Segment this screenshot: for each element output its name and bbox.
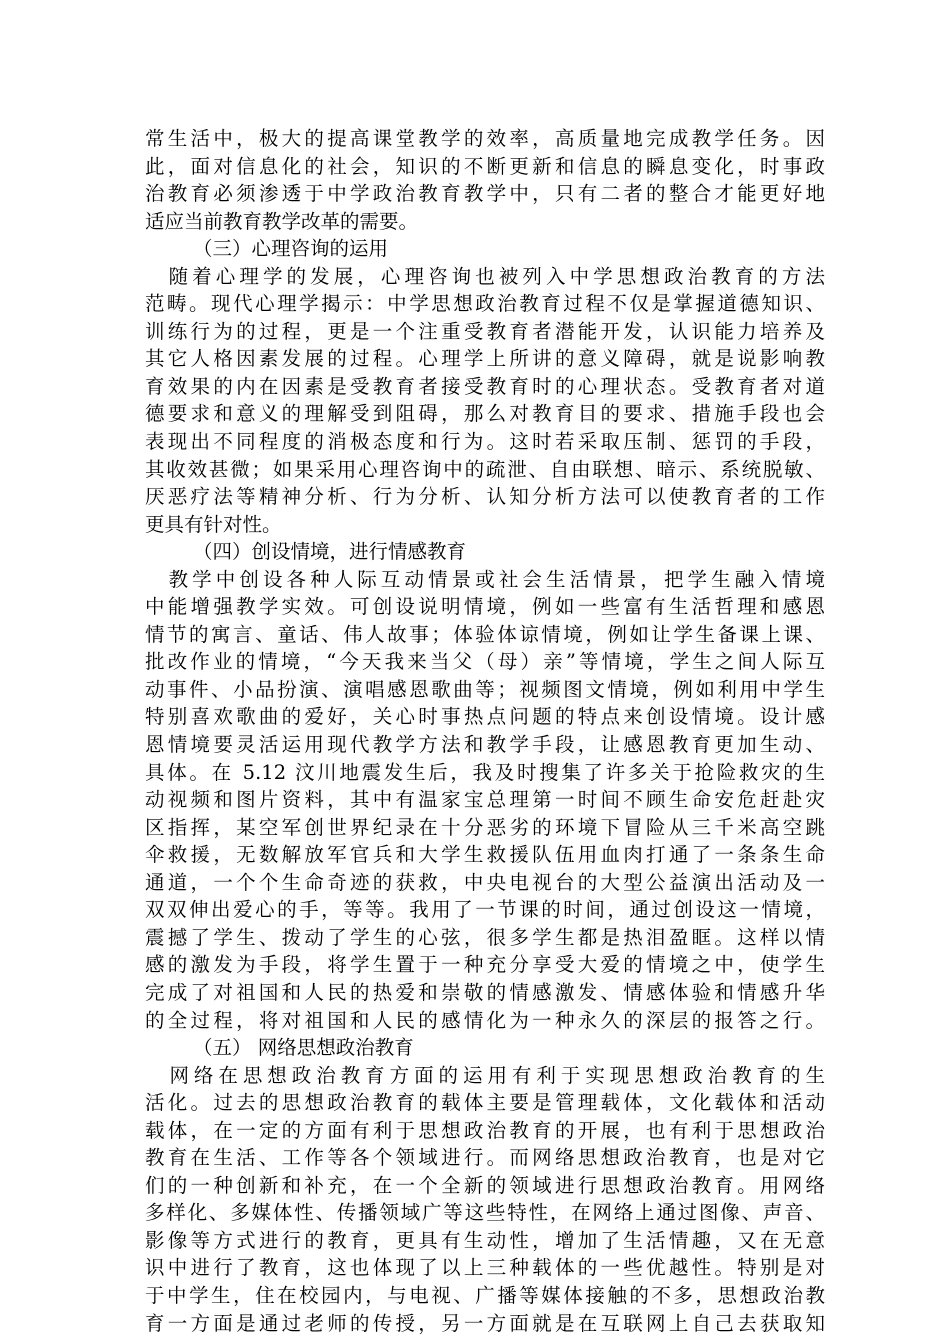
text-line: 网络在思想政治教育方面的运用有利于实现思想政治教育的生 [145,1063,825,1087]
section-heading: （三）心理咨询的运用 [193,237,389,261]
text-line: 育一方面是通过老师的传授，另一方面就是在互联网上自己去获取知 [145,1311,825,1335]
text-line: 范畴。现代心理学揭示：中学思想政治教育过程不仅是掌握道德知识、 [145,292,825,316]
text-line: 区指挥，某空军创世界纪录在十分恶劣的环境下冒险从三千米高空跳 [145,815,825,839]
text-line: 完成了对祖国和人民的热爱和崇敬的情感激发、情感体验和情感升华 [145,980,825,1004]
text-line: 动事件、小品扮演、演唱感恩歌曲等；视频图文情境，例如利用中学生 [145,677,825,701]
text-line: 恩情境要灵活运用现代教学方法和教学手段，让感恩教育更加生动、 [145,733,825,757]
text-line: 德要求和意义的理解受到阻碍，那么对教育目的要求、措施手段也会 [145,402,825,426]
text-line: 教育在生活、工作等各个领域进行。而网络思想政治教育，也是对它 [145,1146,825,1170]
text-line: 治教育必须渗透于中学政治教育教学中，只有二者的整合才能更好地 [145,182,825,206]
text-line: 载体，在一定的方面有利于思想政治教育的开展，也有利于思想政治 [145,1118,825,1142]
text-line: 双双伸出爱心的手，等等。我用了一节课的时间，通过创设这一情境， [145,898,825,922]
text-line: 感的激发为手段，将学生置于一种充分享受大爱的情境之中，使学生 [145,953,825,977]
text-line: 情节的寓言、童话、伟人故事；体验体谅情境，例如让学生备课上课、 [145,622,825,646]
document-body [145,125,825,1337]
text-line: 教学中创设各种人际互动情景或社会生活情景，把学生融入情境 [145,567,825,591]
text-line: 厌恶疗法等精神分析、行为分析、认知分析方法可以使教育者的工作 [145,485,825,509]
text-line: 特别喜欢歌曲的爱好，关心时事热点问题的特点来创设情境。设计感 [145,705,825,729]
text-line: 中能增强教学实效。可创设说明情境，例如一些富有生活哲理和感恩 [145,595,825,619]
text-line: 动视频和图片资料，其中有温家宝总理第一时间不顾生命安危赶赴灾 [145,788,825,812]
text-line: 多样化、多媒体性、传播领域广等这些特性，在网络上通过图像、声音、 [145,1201,825,1225]
text-line: 训练行为的过程，更是一个注重受教育者潜能开发，认识能力培养及 [145,319,825,343]
text-line: 随着心理学的发展，心理咨询也被列入中学思想政治教育的方法 [145,264,825,288]
section-heading: （四）创设情境，进行情感教育 [193,540,467,564]
text-line: 识中进行了教育，这也体现了以上三种载体的一些优越性。特别是对 [145,1256,825,1280]
section-heading: （五） 网络思想政治教育 [193,1036,414,1060]
text-line: 批改作业的情境，“今天我来当父（母）亲”等情境，学生之间人际互 [145,650,825,674]
text-line: 影像等方式进行的教育，更具有生动性，增加了生活情趣，又在无意 [145,1228,825,1252]
text-line: 更具有针对性。 [145,512,282,536]
text-line: 具体。在 5.12 汶川地震发生后，我及时搜集了许多关于抢险救灾的生 [145,760,825,784]
text-line: 表现出不同程度的消极态度和行为。这时若采取压制、惩罚的手段， [145,430,825,454]
text-line: 其它人格因素发展的过程。心理学上所讲的意义障碍，就是说影响教 [145,347,825,371]
text-line: 适应当前教育教学改革的需要。 [145,209,419,233]
text-line: 此，面对信息化的社会，知识的不断更新和信息的瞬息变化，时事政 [145,154,825,178]
text-line: 的全过程，将对祖国和人民的感情化为一种永久的深层的报答之行。 [145,1008,825,1032]
text-line: 伞救援，无数解放军官兵和大学生救援队伍用血肉打通了一条条生命 [145,843,825,867]
text-line: 其收效甚微；如果采用心理咨询中的疏泄、自由联想、暗示、系统脱敏、 [145,457,825,481]
text-line: 们的一种创新和补充，在一个全新的领域进行思想政治教育。用网络 [145,1173,825,1197]
text-line: 通道，一个个生命奇迹的获救，中央电视台的大型公益演出活动及一 [145,870,825,894]
text-line: 育效果的内在因素是受教育者接受教育时的心理状态。受教育者对道 [145,374,825,398]
text-line: 常生活中，极大的提高课堂教学的效率，高质量地完成教学任务。因 [145,127,825,150]
text-line: 于中学生，住在校园内，与电视、广播等媒体接触的不多，思想政治教 [145,1283,825,1307]
text-line: 活化。过去的思想政治教育的载体主要是管理载体，文化载体和活动 [145,1091,825,1115]
text-line: 震撼了学生、拨动了学生的心弦，很多学生都是热泪盈眶。这样以情 [145,925,825,949]
